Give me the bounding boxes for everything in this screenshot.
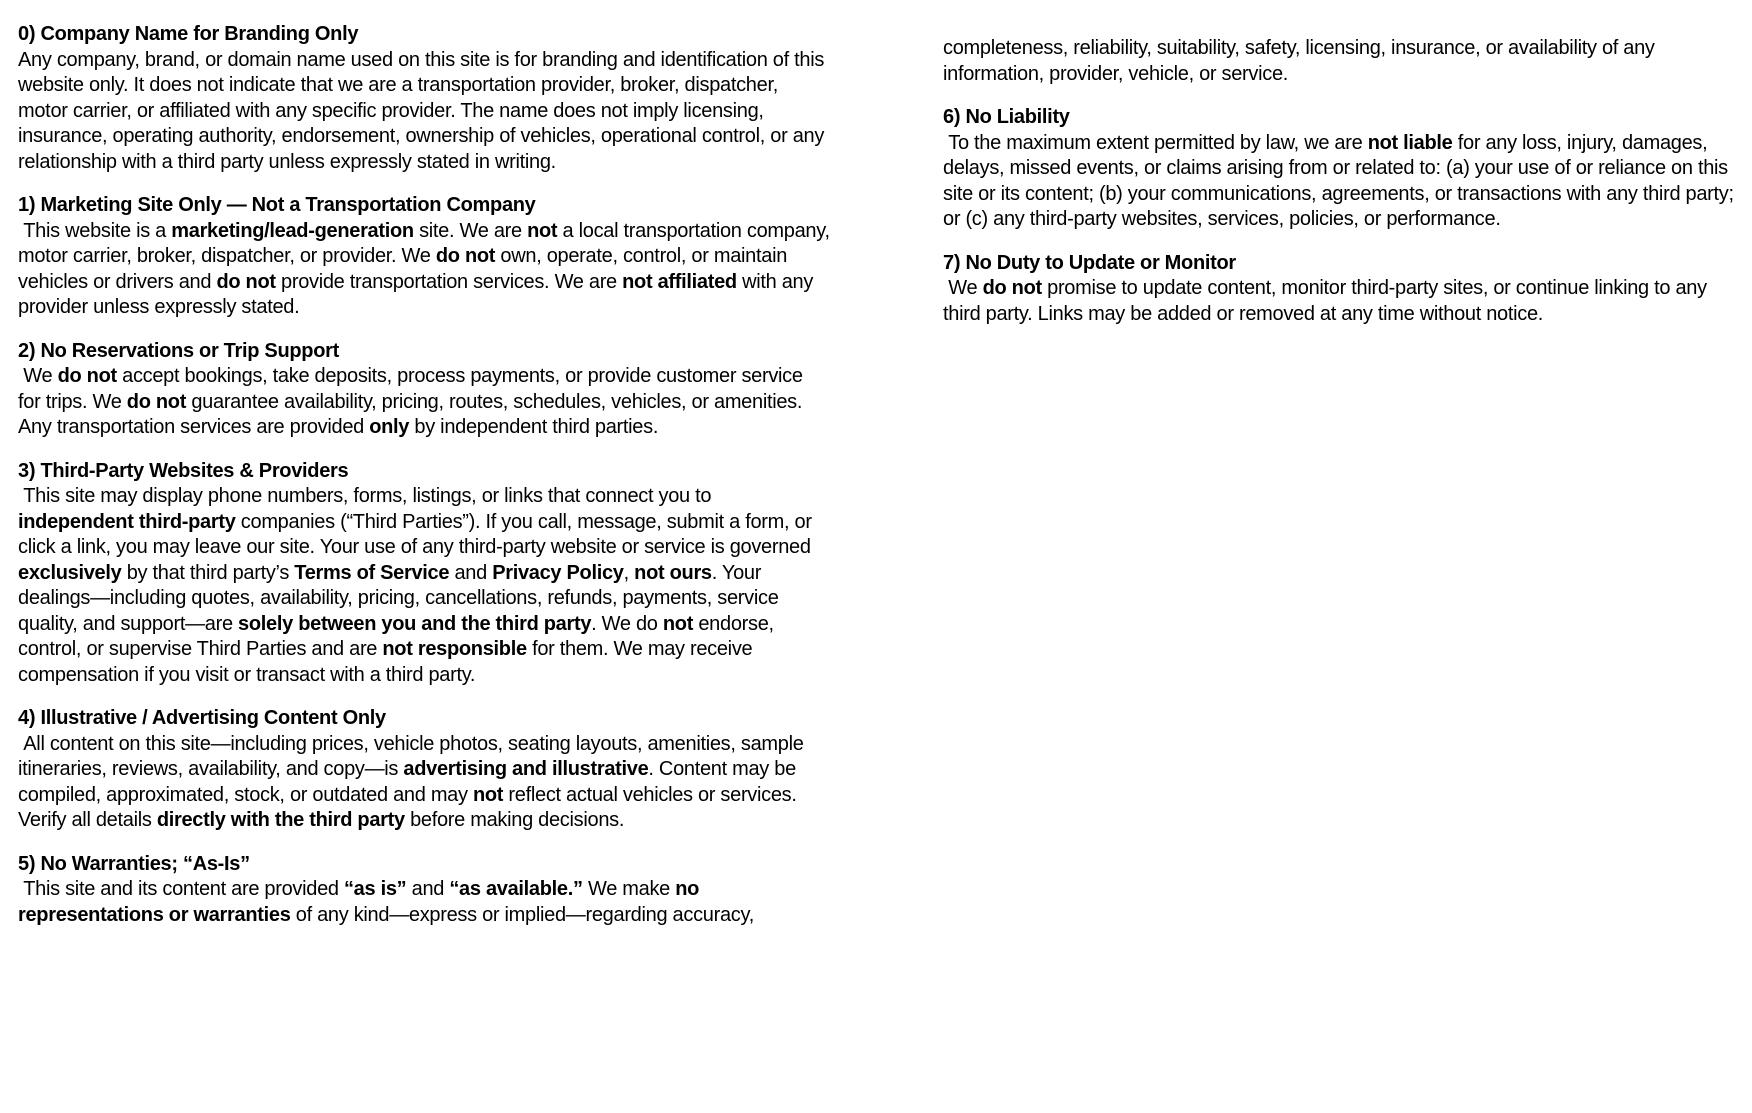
disclaimer-section xyxy=(18,459,830,689)
disclaimer-section xyxy=(943,105,1743,233)
section-heading: 0) Company Name for Branding Only xyxy=(18,23,359,45)
right-column xyxy=(943,22,1743,345)
disclaimer-section xyxy=(18,22,830,175)
section-heading: 7) No Duty to Update or Monitor xyxy=(943,251,1236,274)
section-heading: 3) Third-Party Websites & Providers xyxy=(18,459,349,482)
section-body: We do not accept bookings, take deposits, process payments, or provide customer service for trips. We do not guarantee availability, pricing, routes, schedules, vehicles, or amenities. Any transportation services are provided only by independent third parties. xyxy=(18,365,808,438)
section-body: This site and its content are provided “as is” and “as available.” We make no representations or warranties of any kind—express or implied—regarding accuracy, xyxy=(18,878,754,926)
section-body: Any company, brand, or domain name used on this site is for branding and identification of this website only. It does not indicate that we are a transportation provider, broker, dispatcher, motor carrier, or affiliated with any specific provider. The name does not imply licensing, insurance, operating authority, endorsement, ownership of vehicles, operational control, or any relationship with a third party unless expressly stated in writing. xyxy=(18,48,830,173)
section-body: This site may display phone numbers, forms, listings, or links that connect you to independent third-party companies (“Third Parties”). If you call, message, submit a form, or click a link, you may leave our site. Your use of any third-party website or service is governed exclusively by that third party’s Terms of Service and Privacy Policy, not ours. Your dealings—including quotes, availability, pricing, cancellations, refunds, payments, service quality, and support—are solely between you and the third party. We do not endorse, control, or supervise Third Parties and are not responsible for them. We may receive compensation if you visit or transact with a third party. xyxy=(18,485,817,686)
disclaimer-section xyxy=(18,339,830,441)
disclaimer-section xyxy=(943,36,1743,87)
section-body: All content on this site—including prices, vehicle photos, seating layouts, amenities, sample itineraries, reviews, availability, and copy—is advertising and illustrative. Content may be compiled, approximated, stock, or outdated and may not reflect actual vehicles or services. Verify all details directly with the third party before making decisions. xyxy=(18,732,809,831)
section-body: To the maximum extent permitted by law, we are not liable for any loss, injury, damages, delays, missed events, or claims arising from or related to: (a) your use of or reliance on this site or its content; (b) your communications, agreements, or transactions with any third party; or (c) any third-party websites, services, policies, or performance. xyxy=(943,131,1740,230)
section-heading: 6) No Liability xyxy=(943,106,1070,128)
disclaimer-section xyxy=(18,193,835,321)
section-body: This website is a marketing/lead-generation site. We are not a local transportation company, motor carrier, broker, dispatcher, or provider. We do not own, operate, control, or maintain vehicles or drivers and do not provide transportation services. We are not affiliated with any provider unless expressly stated. xyxy=(18,219,835,318)
section-heading: 1) Marketing Site Only — Not a Transportation Company xyxy=(18,194,536,216)
left-column xyxy=(18,22,835,946)
section-body: completeness, reliability, suitability, safety, licensing, insurance, or availability of any information, provider, vehicle, or service. xyxy=(943,37,1660,85)
disclaimer-section xyxy=(18,852,830,929)
section-heading: 4) Illustrative / Advertising Content Only xyxy=(18,707,386,729)
section-heading: 5) No Warranties; “As-Is” xyxy=(18,852,250,875)
section-heading: 2) No Reservations or Trip Support xyxy=(18,339,339,362)
disclaimer-section xyxy=(943,251,1743,328)
section-body: We do not promise to update content, monitor third-party sites, or continue linking to any third party. Links may be added or removed at any time without notice. xyxy=(943,277,1713,325)
disclaimer-section xyxy=(18,706,830,834)
